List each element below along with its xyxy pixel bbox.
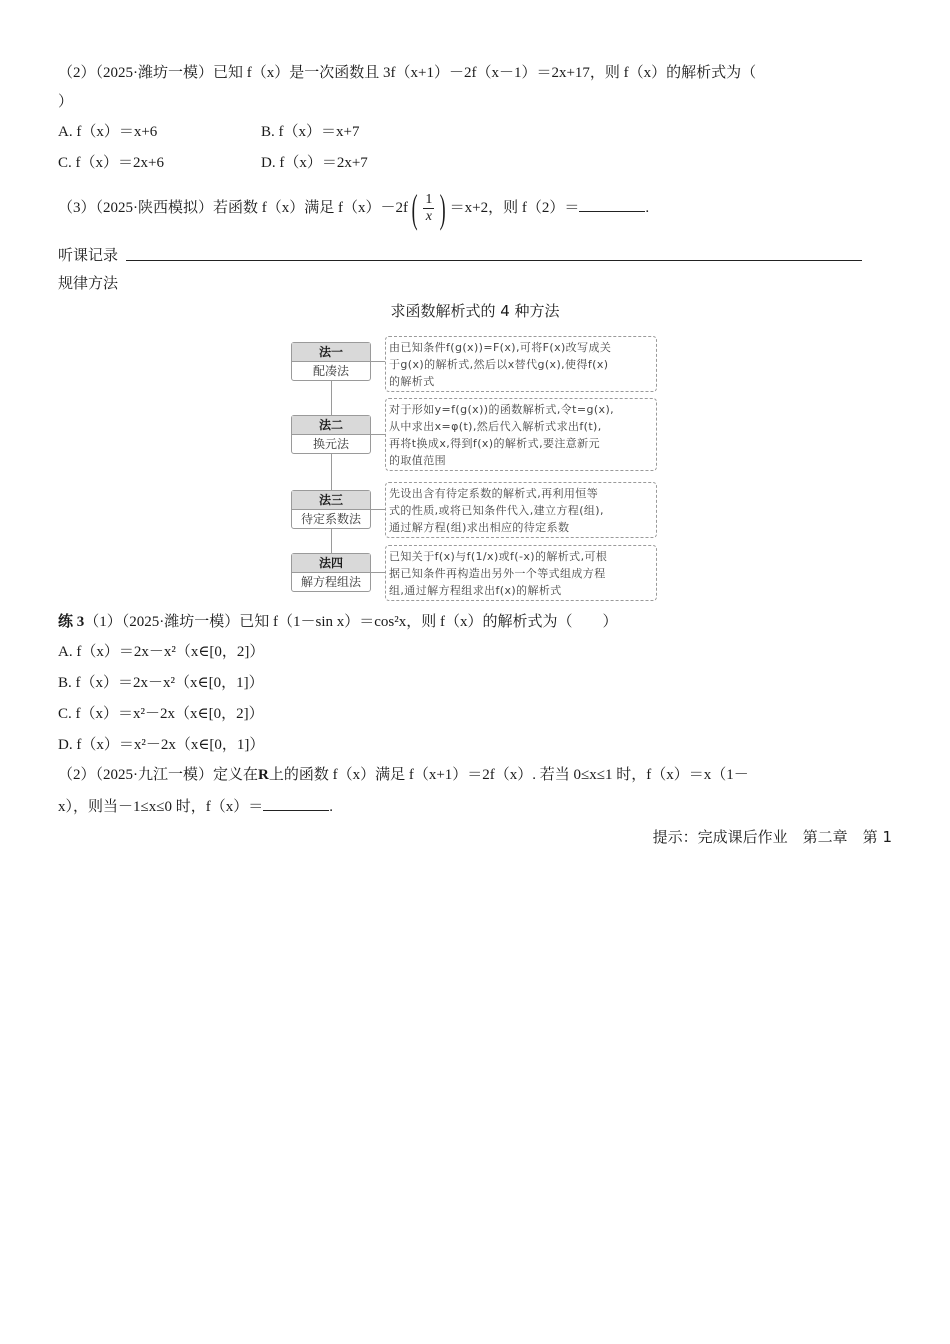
desc-line: 的取值范围 (389, 454, 446, 467)
answer-blank[interactable] (579, 197, 645, 212)
desc-line: 再将t换成x,得到f(x)的解析式,要注意新元 (389, 437, 600, 450)
practice3-q2-line2 (58, 796, 333, 817)
practice3-option-a: A. f（x）＝2x－x²（x∈[0，2]） (58, 644, 265, 660)
problem3-prefix: （3）（2025·陕西模拟）若函数 f（x）满足 f（x）－2f (58, 200, 408, 216)
fraction (423, 192, 434, 225)
desc-line: 已知关于f(x)与f(1/x)或f(-x)的解析式,可根 (389, 550, 608, 563)
practice3-option-c: C. f（x）＝x²－2x（x∈[0，2]） (58, 706, 264, 722)
method-link-4 (369, 572, 385, 573)
practice3-q2-end: . (329, 799, 333, 815)
practice3-label: 练 3 (58, 614, 85, 630)
desc-line: 对于形如y=f(g(x))的函数解析式,令t=g(x), (389, 403, 615, 416)
practice3-q2-line2-text: x），则当－1≤x≤0 时，f（x）＝ (58, 799, 264, 815)
method-desc-3 (385, 482, 657, 538)
method-desc-2 (385, 398, 657, 471)
method-link-2 (369, 434, 385, 435)
problem3-line (58, 186, 649, 230)
method-head-3: 法三 (292, 491, 370, 510)
method-name-4: 解方程组法 (300, 575, 361, 589)
desc-line: 从中求出x=φ(t),然后代入解析式求出f(t), (389, 420, 602, 433)
problem2-option-d: D. f（x）＝2x+7 (261, 155, 368, 171)
desc-line: 组,通过解方程组求出f(x)的解析式 (389, 584, 562, 597)
problem3-suffix: ＝x+2，则 f（2）＝ (449, 200, 580, 216)
method-name-3: 待定系数法 (300, 512, 361, 526)
problem2-line2: ） (58, 94, 74, 110)
desc-line: 先设出含有待定系数的解析式,再利用恒等 (389, 487, 599, 500)
problem2-option-a: A. f（x）＝x+6 (58, 124, 158, 140)
method-box-1 (291, 342, 371, 381)
method-label: 规律方法 (58, 274, 119, 292)
desc-line: 由已知条件f(g(x))=F(x),可将F(x)改写成关 (389, 341, 612, 354)
answer-blank[interactable] (263, 796, 329, 811)
method-head-2: 法二 (292, 416, 370, 435)
method-name-1: 配凑法 (312, 364, 349, 378)
practice3-q1-text: （1）（2025·潍坊一模）已知 f（1－sin x）＝cos²x，则 f（x）的解析式为（ ） (84, 614, 618, 630)
problem2-line1: （2）（2025·潍坊一模）已知 f（x）是一次函数且 3f（x+1）－2f（x－1）＝2x+17，则 f（x）的解析式为（ (58, 65, 757, 81)
practice3-option-b: B. f（x）＝2x－x²（x∈[0，1]） (58, 675, 264, 691)
desc-line: 通过解方程(组)求出相应的待定系数 (389, 521, 570, 534)
method-desc-1 (385, 336, 657, 392)
desc-line: 据已知条件再构造出另外一个等式组成方程 (389, 567, 606, 580)
practice3-q1 (58, 612, 618, 632)
notes-rule (126, 260, 862, 261)
method-head-1: 法一 (292, 343, 370, 362)
fraction-denominator: x (425, 209, 432, 225)
problem2-option-b: B. f（x）＝x+7 (261, 124, 360, 140)
left-paren: ( (411, 185, 418, 231)
fraction-numerator: 1 (425, 192, 433, 208)
desc-line: 式的性质,或将已知条件代入,建立方程(组), (389, 504, 604, 517)
desc-line: 于g(x)的解析式,然后以x替代g(x),使得f(x) (389, 358, 609, 371)
diagram-title: 求函数解析式的 4 种方法 (390, 302, 560, 320)
desc-line: 的解析式 (389, 375, 435, 388)
method-name-2: 换元法 (312, 437, 349, 451)
method-desc-4 (385, 545, 657, 601)
method-box-3 (291, 490, 371, 529)
method-head-4: 法四 (292, 554, 370, 573)
practice3-q2-a: （2）（2025·九江一模）定义在 (58, 767, 258, 783)
notes-label: 听课记录 (58, 246, 119, 264)
practice3-q2-line1 (58, 765, 749, 785)
practice3-q2-b: 上的函数 f（x）满足 f（x+1）＝2f（x）. 若当 0≤x≤1 时，f（x）＝x（1－ (268, 767, 749, 783)
method-box-4 (291, 553, 371, 592)
right-paren: ) (439, 185, 446, 231)
method-box-2 (291, 415, 371, 454)
problem3-end: . (645, 200, 650, 216)
method-link-1 (369, 361, 385, 362)
method-link-3 (369, 509, 385, 510)
problem2-option-c: C. f（x）＝2x+6 (58, 155, 164, 171)
practice3-option-d: D. f（x）＝x²－2x（x∈[0，1]） (58, 737, 265, 753)
practice3-q2-bold: R (258, 767, 269, 783)
homework-tip: 提示：完成课后作业 第二章 第 1 (652, 828, 892, 846)
